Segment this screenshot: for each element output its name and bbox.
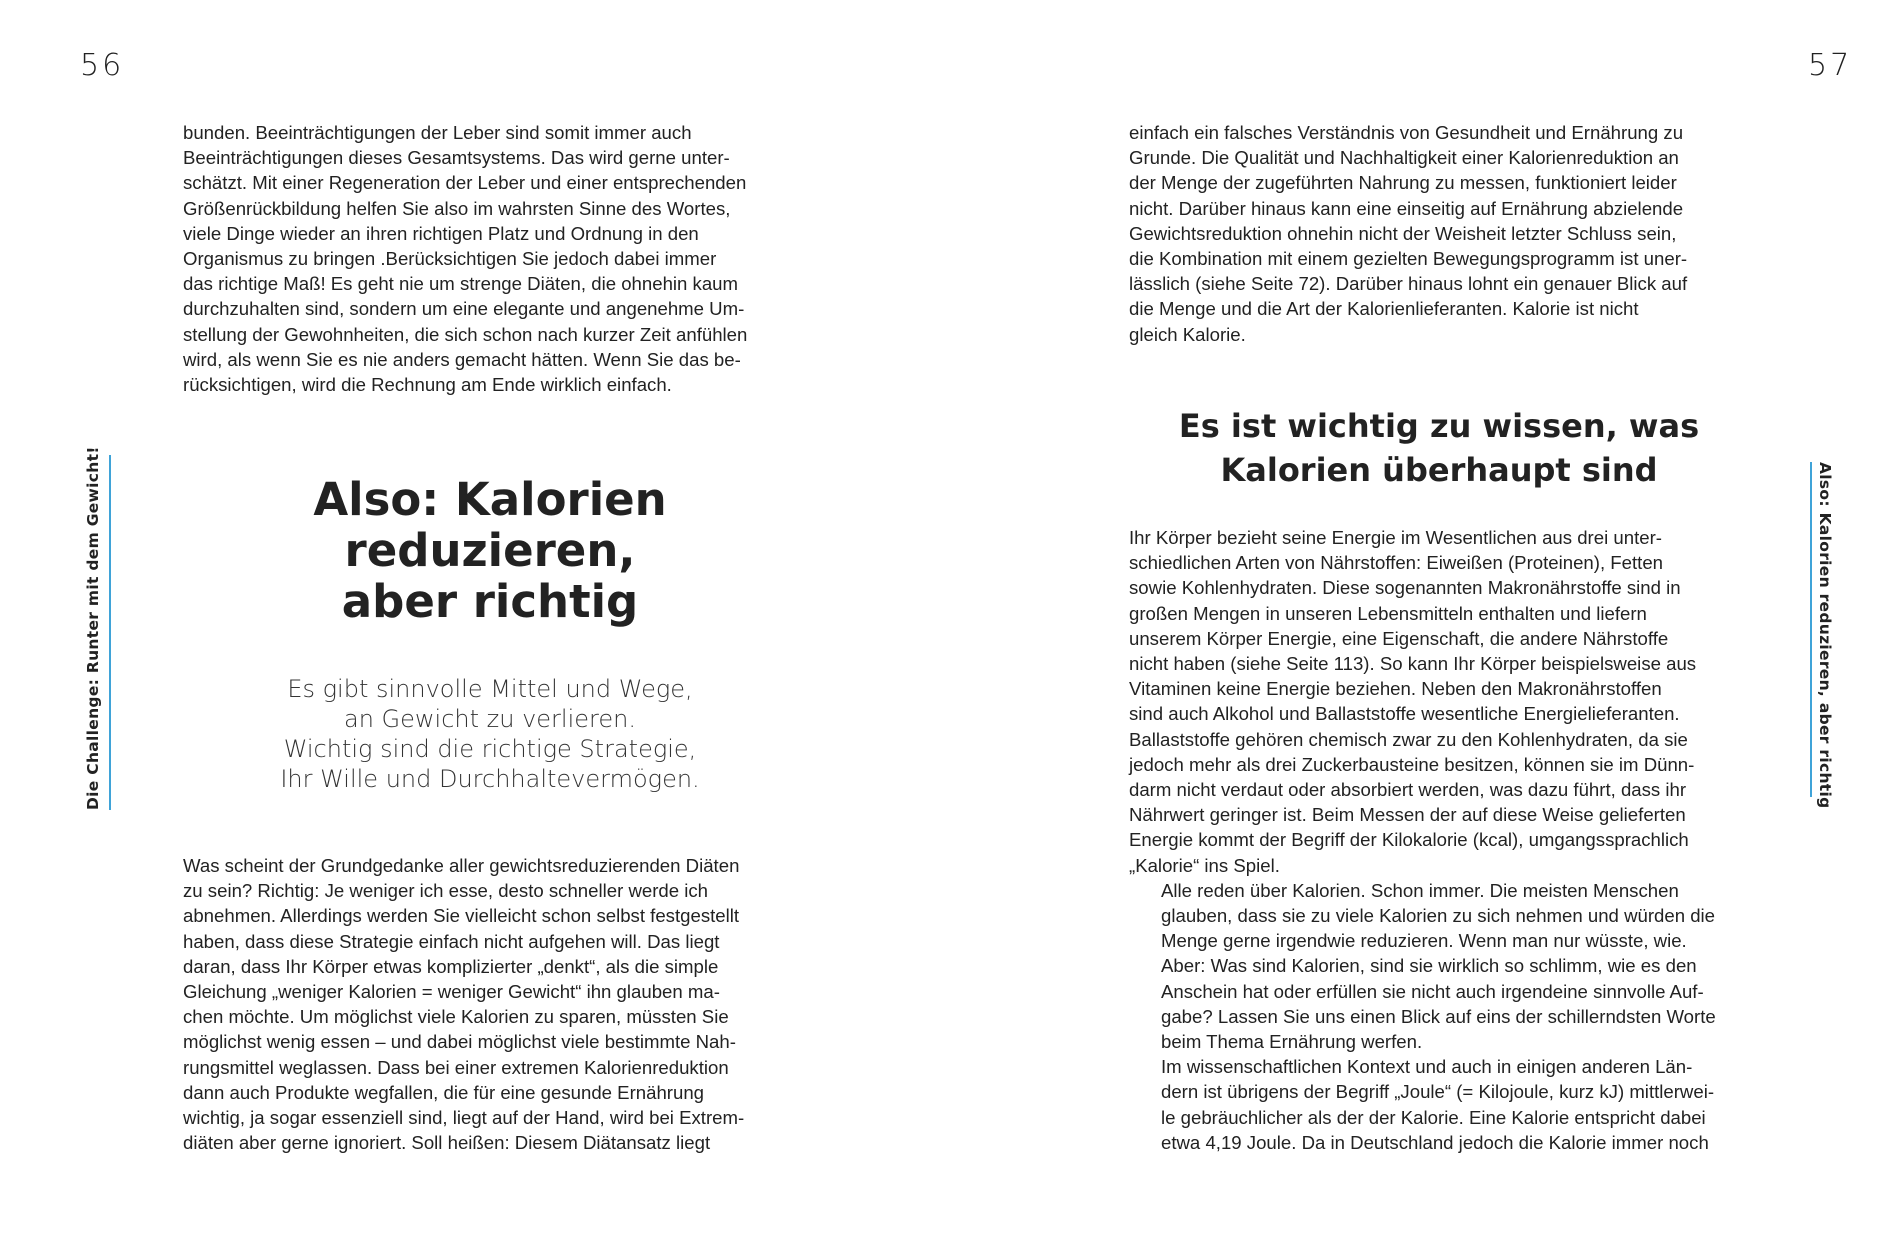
text-line: rungsmittel weglassen. Dass bei einer extremen Kalorienreduktion [183, 1056, 729, 1078]
text-line: diäten aber gerne ignoriert. Soll heißen: Diesem Diätansatz liegt [183, 1132, 711, 1154]
paragraph [1129, 878, 1749, 1054]
text-line: nicht. Darüber hinaus kann eine einseitig auf Ernährung abzielende [1129, 197, 1684, 219]
text-line: schätzt. Mit einer Regeneration der Leber und einer entsprechenden [183, 172, 747, 194]
text-line: möglichst wenig essen – und dabei möglichst viele bestimmte Nah- [183, 1031, 736, 1053]
text-line: Größenrückbildung helfen Sie also im wahrsten Sinne des Wortes, [183, 197, 731, 219]
text-line: dann auch Produkte wegfallen, die für eine gesunde Ernährung [183, 1081, 704, 1103]
text-line: Also: Kalorien [313, 473, 667, 526]
text-line: der Menge der zugeführten Nahrung zu messen, funktioniert leider [1129, 172, 1677, 194]
running-head-accent-bar-right [1810, 462, 1812, 797]
text-line: wird, als wenn Sie es nie anders gemacht hätten. Wenn Sie das be- [183, 348, 741, 370]
text-line: haben, dass diese Strategie einfach nicht aufgehen will. Das liegt [183, 930, 720, 952]
page-number-left: 56 [80, 48, 125, 83]
text-line: Ihr Körper bezieht seine Energie im Wesentlichen aus drei unter- [1129, 527, 1662, 548]
text-line: bunden. Beeinträchtigungen der Leber sind somit immer auch [183, 122, 692, 143]
chapter-lead [230, 674, 750, 794]
left-page-bottom-text [183, 853, 803, 1155]
text-line: sowie Kohlenhydraten. Diese sogenannten Makronährstoffe sind in [1129, 577, 1681, 599]
text-line: Gleichung „weniger Kalorien = weniger Gewicht“ ihn glauben ma- [183, 981, 720, 1003]
right-page-top-text [1129, 120, 1749, 347]
text-line: Kalorien überhaupt sind [1220, 451, 1658, 489]
text-line: wichtig, ja sogar essenziell sind, liegt auf der Hand, wird bei Extrem- [183, 1107, 745, 1129]
text-line: Beeinträchtigungen dieses Gesamtsystems. Das wird gerne unter- [183, 147, 730, 169]
text-line: daran, dass Ihr Körper etwas komplizierter „denkt“, als die simple [183, 955, 719, 977]
text-line: aber richtig [341, 575, 639, 628]
text-line: Grunde. Die Qualität und Nachhaltigkeit einer Kalorienreduktion an [1129, 147, 1679, 169]
running-head-right: Also: Kalorien reduzieren, aber richtig [1816, 462, 1834, 809]
text-line: Aber: Was sind Kalorien, sind sie wirklich so schlimm, wie es den [1161, 955, 1697, 977]
running-head-accent-bar-left [109, 455, 111, 810]
text-line: stellung der Gewohnheiten, die sich schon nach kurzer Zeit anfühlen [183, 323, 748, 345]
text-line: Alle reden über Kalorien. Schon immer. Die meisten Menschen [1161, 879, 1679, 901]
text-line: Vitaminen keine Energie beziehen. Neben den Makronährstoffen [1129, 678, 1662, 700]
running-head-left: Die Challenge: Runter mit dem Gewicht! [84, 446, 102, 810]
text-line: jedoch mehr als drei Zuckerbausteine besitzen, können sie im Dünn- [1129, 753, 1695, 775]
text-line: rücksichtigen, wird die Rechnung am Ende wirklich einfach. [183, 374, 672, 396]
text-line: Gewichtsreduktion ohnehin nicht der Weisheit letzter Schluss sein, [1129, 222, 1677, 244]
text-line: lässlich (siehe Seite 72). Darüber hinaus lohnt ein genauer Blick auf [1129, 273, 1688, 295]
paragraph [1129, 120, 1749, 347]
text-line: an Gewicht zu verlieren. [344, 705, 636, 733]
paragraph [1129, 525, 1749, 878]
text-line: Es gibt sinnvolle Mittel und Wege, [287, 675, 693, 703]
text-line: gleich Kalorie. [1129, 323, 1246, 345]
text-line: Ballaststoffe gehören chemisch zwar zu den Kohlenhydraten, da sie [1129, 728, 1688, 750]
text-line: zu sein? Richtig: Je weniger ich esse, desto schneller werde ich [183, 880, 709, 902]
text-line: nicht haben (siehe Seite 113). So kann Ihr Körper beispielsweise aus [1129, 653, 1697, 675]
text-line: schiedlichen Arten von Nährstoffen: Eiweißen (Proteinen), Fetten [1129, 552, 1663, 574]
text-line: darm nicht verdaut oder absorbiert werden, was dazu führt, dass ihr [1129, 779, 1687, 801]
text-line: chen möchte. Um möglichst viele Kalorien zu sparen, müssten Sie [183, 1006, 729, 1028]
text-line: Im wissenschaftlichen Kontext und auch in einigen anderen Län- [1161, 1056, 1693, 1078]
text-line: Organismus zu bringen .Berücksichtigen Sie jedoch dabei immer [183, 248, 717, 270]
chapter-heading [230, 474, 750, 627]
text-line: Menge gerne irgendwie reduzieren. Wenn man nur wüsste, wie. [1161, 930, 1687, 952]
text-line: abnehmen. Allerdings werden Sie vielleicht schon selbst festgestellt [183, 905, 740, 927]
text-line: die Kombination mit einem gezielten Bewegungsprogramm ist uner- [1129, 248, 1688, 270]
paragraph [1129, 1054, 1749, 1155]
text-line: „Kalorie“ ins Spiel. [1129, 854, 1280, 876]
section-heading [1129, 404, 1749, 492]
text-line: glauben, dass sie zu viele Kalorien zu sich nehmen und würden die [1161, 905, 1716, 927]
text-line: gabe? Lassen Sie uns einen Blick auf eins der schillerndsten Worte [1161, 1005, 1716, 1027]
left-page-top-text [183, 120, 803, 397]
paragraph [183, 853, 803, 1155]
text-line: großen Mengen in unseren Lebensmitteln enthalten und liefern [1129, 602, 1647, 624]
text-line: Ihr Wille und Durchhaltevermögen. [280, 765, 700, 793]
right-page-main-text [1129, 525, 1749, 1155]
text-line: unserem Körper Energie, eine Eigenschaft, die andere Nährstoffe [1129, 627, 1669, 649]
text-line: einfach ein falsches Verständnis von Gesundheit und Ernährung zu [1129, 122, 1684, 143]
text-line: sind auch Alkohol und Ballaststoffe wesentliche Energielieferanten. [1129, 703, 1680, 725]
text-line: etwa 4,19 Joule. Da in Deutschland jedoch die Kalorie immer noch [1161, 1131, 1709, 1153]
text-line: das richtige Maß! Es geht nie um strenge Diäten, die ohnehin kaum [183, 273, 739, 295]
text-line: dern ist übrigens der Begriff „Joule“ (= Kilojoule, kurz kJ) mittlerwei- [1161, 1081, 1715, 1103]
text-line: durchzuhalten sind, sondern um eine elegante und angenehme Um- [183, 298, 745, 320]
text-line: Energie kommt der Begriff der Kilokalorie (kcal), umgangssprachlich [1129, 829, 1689, 851]
text-line: Was scheint der Grundgedanke aller gewichtsreduzierenden Diäten [183, 855, 740, 876]
paragraph [183, 120, 803, 397]
text-line: le gebräuchlicher als der der Kalorie. Eine Kalorie entspricht dabei [1161, 1106, 1706, 1128]
text-line: Wichtig sind die richtige Strategie, [283, 735, 697, 763]
text-line: Nährwert geringer ist. Beim Messen der auf diese Weise gelieferten [1129, 804, 1686, 826]
text-line: beim Thema Ernährung werfen. [1161, 1031, 1423, 1053]
text-line: reduzieren, [344, 524, 636, 577]
page-number-right: 57 [1808, 48, 1853, 83]
text-line: die Menge und die Art der Kalorienlieferanten. Kalorie ist nicht [1129, 298, 1639, 320]
text-line: viele Dinge wieder an ihren richtigen Platz und Ordnung in den [183, 222, 699, 244]
text-line: Anschein hat oder erfüllen sie nicht auch irgendeine sinnvolle Auf- [1161, 980, 1704, 1002]
text-line: Es ist wichtig zu wissen, was [1178, 407, 1700, 445]
